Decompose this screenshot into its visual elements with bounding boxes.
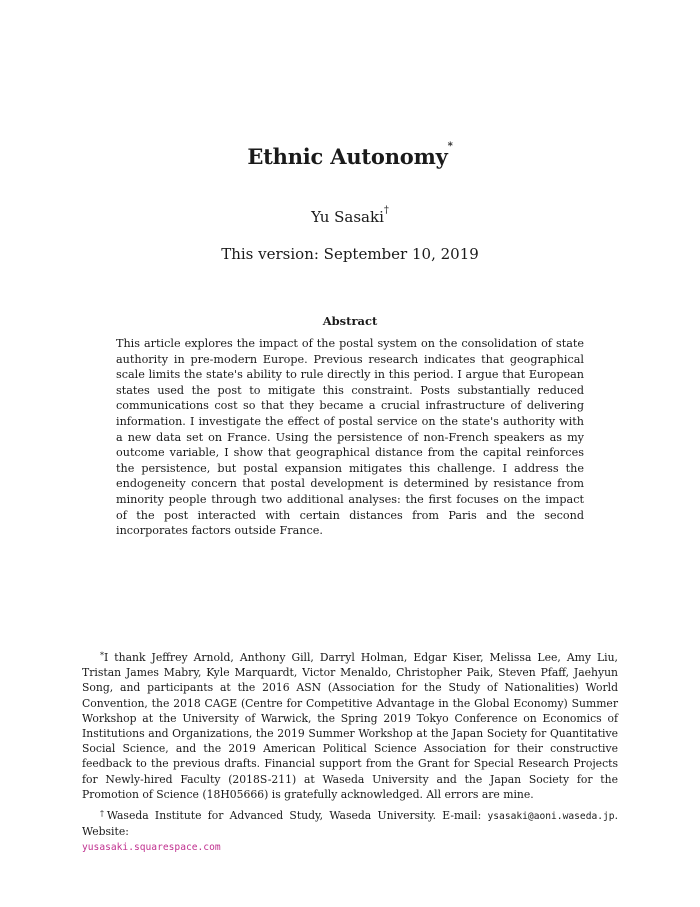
paper-title-text: Ethnic Autonomy (247, 144, 448, 169)
footnotes (82, 650, 618, 862)
footnote-acknowledgment (82, 650, 618, 802)
footnote-marker-star: * (100, 651, 104, 660)
abstract-text: This article explores the impact of the postal system on the consolidation of state authority in pre-modern Europe. Previous research indicates that geographical scale limits the state's ability to rule directly in this period. I argue that European states used the post to mitigate this constraint. Posts substantially reduced communications cost so that they became a crucial infrastructure of delivering information. I investigate the effect of postal service on the state's authority with a new data set on France. Using the persistence of non-French speakers as my outcome variable, I show that geographical distance from the capital reinforces the persistence, but postal expansion mitigates this challenge. I address the endogeneity concern that postal development is determined by resistance from minority people through two additional analyses: the first focuses on the impact of the post interacted with certain distances from Paris and the second incorporates factors outside France. (116, 337, 584, 538)
author-footnote-marker: † (383, 205, 389, 216)
footnote-affiliation (82, 808, 618, 856)
abstract-heading: Abstract (322, 314, 378, 328)
author-name: Yu Sasaki (311, 208, 384, 226)
website-label: . Website: (82, 809, 619, 839)
paper-title (0, 141, 700, 169)
version-date: This version: September 10, 2019 (221, 245, 479, 263)
author-email[interactable]: ysasaki@aoni.waseda.jp (487, 811, 615, 823)
footnote-marker-dagger: † (100, 809, 107, 819)
author-line (0, 205, 700, 226)
website-link[interactable]: yusasaki.squarespace.com (82, 842, 221, 854)
title-footnote-marker: * (447, 141, 453, 152)
footnote-acknowledgment-text: I thank Jeffrey Arnold, Anthony Gill, Darryl Holman, Edgar Kiser, Melissa Lee, Amy Liu, Tristan James Mabry, Kyle Marquardt, Victor Menaldo, Christopher Paik, Steven Pfaff, Jaehyun Song, and participants at the 2016 ASN (Association for the Study of Nationalities) World Convention, the 2018 CAGE (Centre for Competitive Advantage in the Global Economy) Summer Workshop at the University of Warwick, the Spring 2019 Tokyo Conference on Economics of Institutions and Organizations, the 2019 Summer Workshop at the Japan Society for Quantitative Social Science, and the 2019 American Political Science Association for their constructive feedback to the previous drafts. Financial support from the Grant for Special Research Projects for Newly-hired Faculty (2018S-211) at Waseda University and the Japan Society for the Promotion of Science (18H05666) is gratefully acknowledged. All errors are mine. (82, 651, 618, 801)
footnote-affiliation-text: Waseda Institute for Advanced Study, Waseda University. E-mail: (106, 809, 488, 823)
